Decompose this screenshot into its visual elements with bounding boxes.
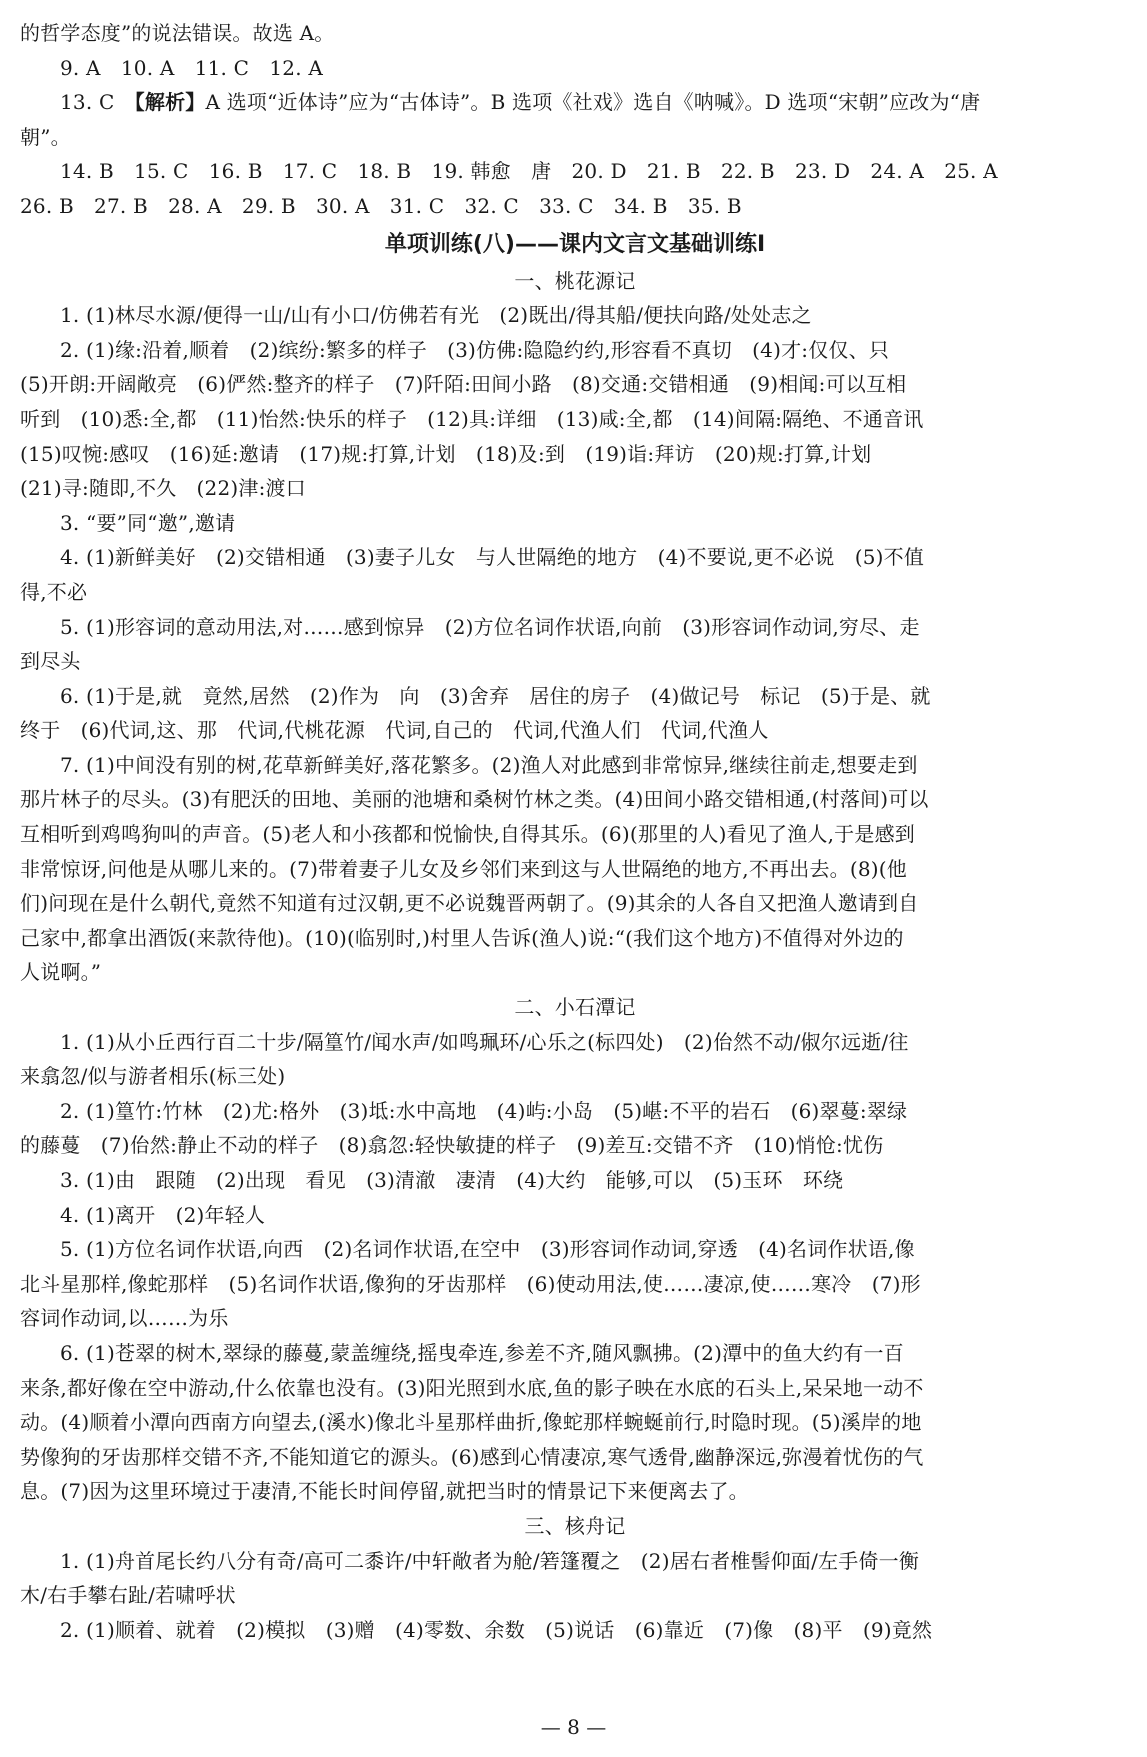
text-line: 来条,都好像在空中游动,什么依靠也没有。(3)阳光照到水底,鱼的影子映在水底的石头上,呆呆地一动不	[20, 1375, 924, 1400]
text-line: 非常惊讶,问他是从哪儿来的。(7)带着妻子儿女及乡邻们来到这与人世隔绝的地方,不再出去。(8)(他	[20, 856, 907, 881]
text-line: 息。(7)因为这里环境过于凄清,不能长时间停留,就把当时的情景记下来便离去了。	[20, 1479, 749, 1504]
section-title: 单项训练(八)——课内文言文基础训练Ⅰ	[384, 231, 766, 257]
answer-13-text: A 选项“近体诗”应为“古体诗”。B 选项《社戏》选自《呐喊》。D 选项“宋朝”应改为“唐	[205, 90, 981, 115]
text-line: 得,不必	[20, 579, 88, 604]
text-line: 的哲学态度”的说法错误。故选 A。	[20, 21, 335, 45]
text-line: (5)开朗:开阔敞亮 (6)俨然:整齐的样子 (7)阡陌:田间小路 (8)交通:交错相通 (9)相闻:可以互相	[20, 372, 907, 397]
text-line: 1. (1)舟首尾长约八分有奇/高可二黍许/中轩敞者为舱/箬篷覆之 (2)居右者椎髻仰面/左手倚一衡	[60, 1548, 920, 1573]
text-line: 4. (1)新鲜美好 (2)交错相通 (3)妻子儿女 与人世隔绝的地方 (4)不要说,更不必说 (5)不值	[60, 545, 925, 570]
text-line: 1. (1)林尽水源/便得一山/山有小口/仿佛若有光 (2)既出/得其船/便扶向路/处处志之	[60, 303, 812, 328]
text-line: (15)叹惋:感叹 (16)延:邀请 (17)规:打算,计划 (18)及:到 (19)诣:拜访 (20)规:打算,计划	[20, 441, 872, 466]
part3-body	[20, 1544, 1130, 1648]
page-number: — 8 —	[540, 1715, 607, 1739]
text-line: 26. B 27. B 28. A 29. B 30. A 31. C 32. C 33. C 34. B 35. B	[20, 193, 742, 218]
document-page	[20, 16, 1130, 1647]
text-line: 北斗星那样,像蛇那样 (5)名词作状语,像狗的牙齿那样 (6)使动用法,使……凄凉,使……寒冷 (7)形	[20, 1271, 921, 1296]
answers-list	[20, 154, 1130, 223]
text-line: 5. (1)方位名词作状语,向西 (2)名词作状语,在空中 (3)形容词作动词,穿透 (4)名词作状语,像	[60, 1237, 915, 1262]
text-line: 2. (1)缘:沿着,顺着 (2)缤纷:繁多的样子 (3)仿佛:隐隐约约,形容看不真切 (4)才:仅仅、只	[60, 337, 890, 362]
answers-top	[20, 16, 1130, 85]
part1-title: 一、桃花源记	[514, 268, 636, 293]
text-line: 6. (1)苍翠的树木,翠绿的藤蔓,蒙盖缠绕,摇曳牵连,参差不齐,随风飘拂。(2)潭中的鱼大约有一百	[60, 1340, 904, 1365]
text-line: 木/右手攀右趾/若啸呼状	[20, 1583, 236, 1608]
answer-13-number: 13. C	[60, 90, 135, 115]
text-line: 容词作动词,以……为乐	[20, 1306, 229, 1331]
part1-body	[20, 298, 1130, 990]
part2-title: 二、小石潭记	[514, 995, 636, 1020]
part2-body	[20, 1025, 1130, 1509]
text-line: 3. “要”同“邀”,邀请	[60, 510, 236, 535]
answer-13-continued: 朝”。	[20, 124, 71, 149]
text-line: 6. (1)于是,就 竟然,居然 (2)作为 向 (3)舍弃 居住的房子 (4)做记号 标记 (5)于是、就	[60, 683, 931, 708]
text-line: 4. (1)离开 (2)年轻人	[60, 1202, 266, 1227]
text-line: 的藤蔓 (7)佁然:静止不动的样子 (8)翕忽:轻快敏捷的样子 (9)差互:交错不齐 (10)悄怆:忧伤	[20, 1133, 884, 1158]
text-line: 9. A 10. A 11. C 12. A	[60, 55, 323, 80]
text-line: 们)问现在是什么朝代,竟然不知道有过汉朝,更不必说魏晋两朝了。(9)其余的人各自又把渔人邀请到自	[20, 891, 919, 916]
text-line: 动。(4)顺着小潭向西南方向望去,(溪水)像北斗星那样曲折,像蛇那样蜿蜒前行,时隐时现。(5)溪岸的地	[20, 1410, 922, 1435]
text-line: 2. (1)顺着、就着 (2)模拟 (3)赠 (4)零数、余数 (5)说话 (6)靠近 (7)像 (8)平 (9)竟然	[60, 1617, 933, 1642]
text-line: 人说啊。”	[20, 960, 102, 985]
part3-title: 三、核舟记	[524, 1513, 626, 1538]
text-line: 互相听到鸡鸣狗叫的声音。(5)老人和小孩都和悦愉快,自得其乐。(6)(那里的人)看见了渔人,于是感到	[20, 822, 915, 847]
text-line: 7. (1)中间没有别的树,花草新鲜美好,落花繁多。(2)渔人对此感到非常惊异,继续往前走,想要走到	[60, 752, 918, 777]
text-line: 己家中,都拿出酒饭(来款待他)。(10)(临别时,)村里人告诉(渔人)说:“(我们这个地方)不值得对外边的	[20, 925, 904, 950]
answer-13	[20, 85, 1130, 120]
text-line: 那片林子的尽头。(3)有肥沃的田地、美丽的池塘和桑树竹林之类。(4)田间小路交错相通,(村落间)可以	[20, 787, 929, 812]
text-line: (21)寻:随即,不久 (22)津:渡口	[20, 476, 306, 501]
text-line: 3. (1)由 跟随 (2)出现 看见 (3)清澈 凄清 (4)大约 能够,可以 (5)玉环 环绕	[60, 1168, 844, 1192]
text-line: 14. B 15. C 16. B 17. C 18. B 19. 韩愈 唐 20. D 21. B 22. B 23. D 24. A 25. A	[60, 159, 998, 184]
text-line: 1. (1)从小丘西行百二十步/隔篁竹/闻水声/如鸣珮环/心乐之(标四处) (2)佁然不动/俶尔远逝/往	[60, 1029, 909, 1054]
text-line: 5. (1)形容词的意动用法,对……感到惊异 (2)方位名词作状语,向前 (3)形容词作动词,穷尽、走	[60, 614, 920, 639]
text-line: 终于 (6)代词,这、那 代词,代桃花源 代词,自己的 代词,代渔人们 代词,代渔人	[20, 718, 769, 743]
analysis-tag: 【解析】	[134, 90, 206, 115]
text-line: 到尽头	[20, 649, 81, 674]
text-line: 势像狗的牙齿那样交错不齐,不能知道它的源头。(6)感到心情凄凉,寒气透骨,幽静深远,弥漫着忧伤的气	[20, 1444, 924, 1469]
text-line: 听到 (10)悉:全,都 (11)怡然:快乐的样子 (12)具:详细 (13)咸:全,都 (14)间隔:隔绝、不通音讯	[20, 406, 924, 431]
text-line: 来翕忽/似与游者相乐(标三处)	[20, 1064, 286, 1089]
text-line: 2. (1)篁竹:竹林 (2)尤:格外 (3)坻:水中高地 (4)屿:小岛 (5)嵁:不平的岩石 (6)翠蔓:翠绿	[60, 1098, 908, 1123]
